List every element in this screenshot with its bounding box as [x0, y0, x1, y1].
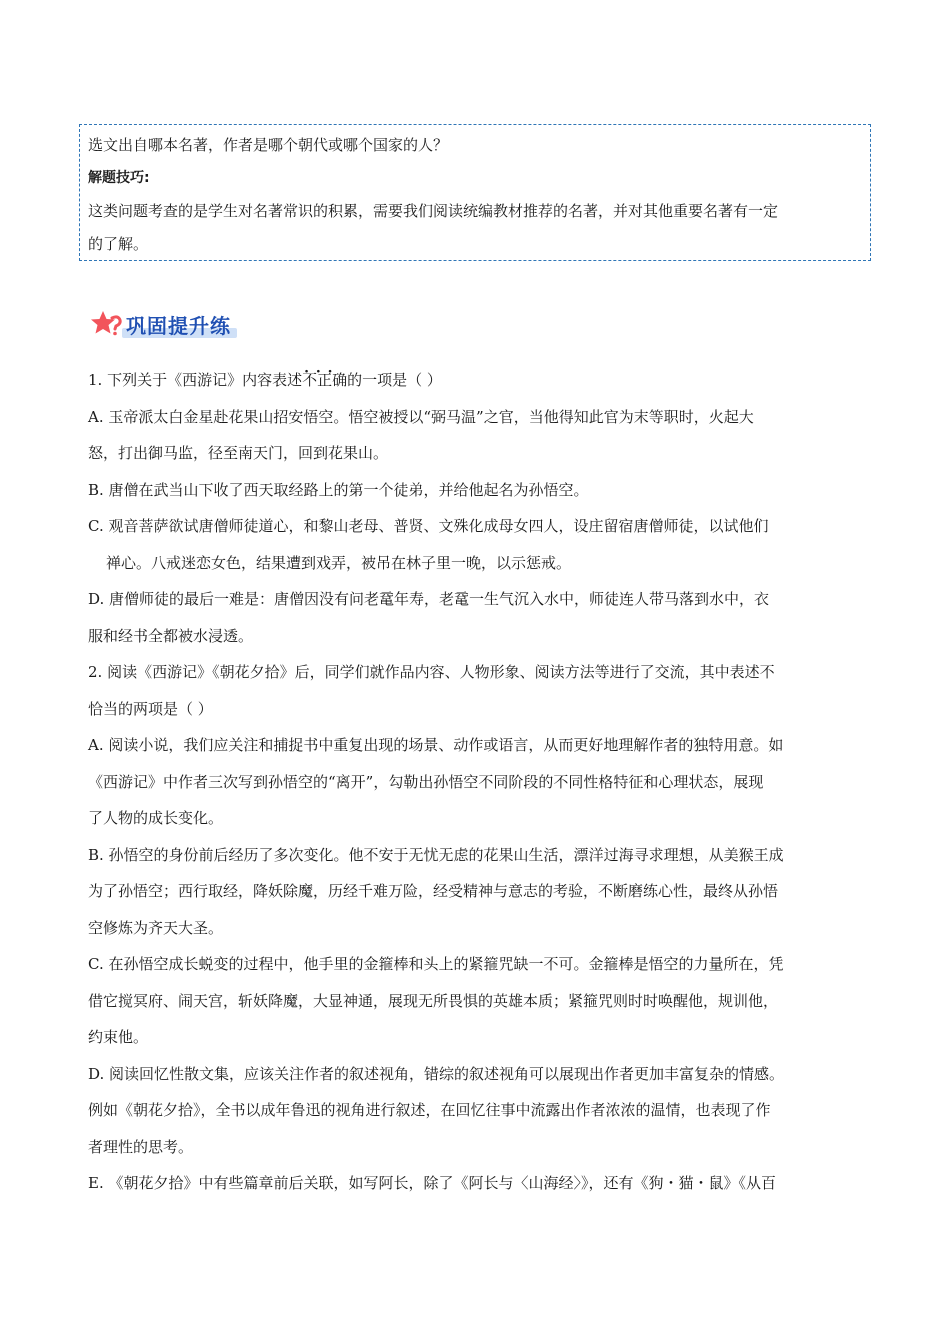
q2-option-a-cont2: 了人物的成长变化。	[88, 809, 224, 827]
q2-option-b-cont2: 空修炼为齐天大圣。	[88, 918, 224, 937]
q1-stem: 1. 下列关于《西游记》内容表述· · · 不正确的一项是（ ）	[88, 362, 864, 399]
questions	[88, 362, 864, 1202]
q2-option-c: C. 在孙悟空成长蜕变的过程中，他手里的金箍棒和头上的紧箍咒缺一不可。金箍棒是悟空的力量所在，凭	[88, 955, 784, 973]
q1-option-b: B. 唐僧在武当山下收了西天取经路上的第一个徒弟，并给他起名为孙悟空。	[88, 480, 589, 499]
star-icon	[90, 309, 124, 339]
q1-option-d-cont: 服和经书全都被水浸透。	[88, 626, 254, 645]
q1-option-a-cont: 怒，打出御马监，径至南天门，回到花果山。	[88, 444, 389, 462]
q2-option-c-cont1: 借它搅冥府、闹天宫，斩妖降魔，大显神通，展现无所畏惧的英雄本质；紧箍咒则时时唤醒他，规训他，	[88, 991, 779, 1010]
q1-option-c-cont: 禅心。八戒迷恋女色，结果遭到戏弄，被吊在林子里一晚，以示惩戒。	[106, 553, 572, 572]
tip-box	[79, 124, 871, 261]
tip-heading: 解题技巧:	[88, 170, 150, 186]
q2-option-c-cont2: 约束他。	[88, 1028, 149, 1046]
emphasis-dots: · · · 不正确	[302, 371, 347, 389]
q2-option-b: B. 孙悟空的身份前后经历了多次变化。他不安于无忧无虑的花果山生活，漂洋过海寻求理想，从美猴王成	[88, 845, 784, 864]
section-heading	[90, 306, 231, 342]
q2-option-b-cont1: 为了孙悟空；西行取经，降妖除魔，历经千难万险，经受精神与意志的考验，不断磨练心性，最终从孙悟	[88, 882, 779, 900]
tip-text-line2: 的了解。	[88, 235, 149, 253]
tip-text-line1: 这类问题考查的是学生对名著常识的积累，需要我们阅读统编教材推荐的名著，并对其他重要名著有一定	[88, 202, 779, 220]
q2-option-a: A. 阅读小说，我们应关注和捕捉书中重复出现的场景、动作或语言，从而更好地理解作者的独特用意。如	[88, 736, 784, 754]
q2-option-d-cont2: 者理性的思考。	[88, 1137, 194, 1156]
q1-option-a: A. 玉帝派太白金星赴花果山招安悟空。悟空被授以“弼马温”之官，当他得知此官为末等职时，火起大	[88, 407, 754, 426]
tip-question: 选文出自哪本名著，作者是哪个朝代或哪个国家的人？	[88, 136, 449, 154]
q2-option-a-cont1: 《西游记》中作者三次写到孙悟空的“离开”，勾勒出孙悟空不同阶段的不同性格特征和心理状态，展现	[88, 772, 764, 791]
q2-option-d: D. 阅读回忆性散文集，应该关注作者的叙述视角，错综的叙述视角可以展现出作者更加丰富复杂的情感。	[88, 1064, 785, 1083]
q2-option-d-cont1: 例如《朝花夕拾》，全书以成年鲁迅的视角进行叙述，在回忆往事中流露出作者浓浓的温情，也表现了作	[88, 1101, 771, 1119]
q2-stem: 2. 阅读《西游记》《朝花夕拾》后，同学们就作品内容、人物形象、阅读方法等进行了交流，其中表述不	[88, 663, 775, 681]
q1-option-d: D. 唐僧师徒的最后一难是：唐僧因没有问老鼋年寿，老鼋一生气沉入水中，师徒连人带马落到水中，衣	[88, 590, 770, 608]
q2-stem-cont: 恰当的两项是（ ）	[88, 699, 213, 718]
section-title: 巩固提升练	[126, 310, 231, 339]
q1-option-c: C. 观音菩萨欲试唐僧师徒道心，和黎山老母、普贤、文殊化成母女四人，设庄留宿唐僧师徒，以试他们	[88, 517, 769, 535]
q2-option-e: E. 《朝花夕拾》中有些篇章前后关联，如写阿长，除了《阿长与〈山海经〉》，还有《狗・猫・鼠》《从百	[88, 1174, 776, 1192]
